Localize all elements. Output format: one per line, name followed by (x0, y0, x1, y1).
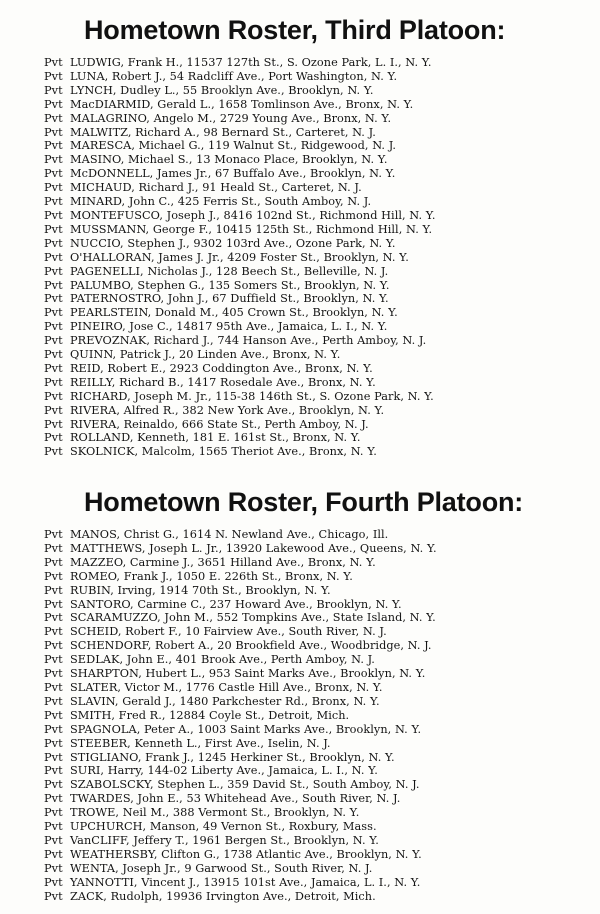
rank-label: Pvt (44, 694, 63, 708)
soldier-name-address: TROWE, Neil M., 388 Vermont St., Brooklyn, N. Y. (70, 806, 360, 820)
roster-entry (44, 556, 600, 570)
soldier-name-address: REID, Robert E., 2923 Coddington Ave., Bronx, N. Y. (70, 361, 373, 375)
rank-label: Pvt (44, 875, 63, 889)
soldier-name-address: MAZZEO, Carmine J., 3651 Hilland Ave., Bronx, N. Y. (70, 555, 376, 569)
rank-label: Pvt (44, 222, 63, 236)
roster-entry (44, 431, 600, 445)
roster-entry (44, 806, 600, 820)
soldier-name-address: SKOLNICK, Malcolm, 1565 Theriot Ave., Bronx, N. Y. (70, 445, 377, 459)
rank-label: Pvt (44, 292, 63, 306)
fourth-platoon-section (0, 482, 600, 903)
rank-label: Pvt (44, 153, 63, 167)
roster-entry (44, 348, 600, 362)
roster-entry (44, 279, 600, 293)
roster-entry (44, 709, 600, 723)
soldier-name-address: PAGENELLI, Nicholas J., 128 Beech St., Belleville, N. J. (70, 264, 389, 278)
soldier-name-address: PREVOZNAK, Richard J., 744 Hanson Ave., Perth Amboy, N. J. (70, 334, 427, 348)
soldier-name-address: ZACK, Rudolph, 19936 Irvington Ave., Detroit, Mich. (70, 889, 376, 903)
soldier-name-address: STIGLIANO, Frank J., 1245 Herkiner St., Brooklyn, N. Y. (70, 750, 395, 764)
roster-entry (44, 362, 600, 376)
roster-entry (44, 723, 600, 737)
rank-label: Pvt (44, 111, 63, 125)
soldier-name-address: LYNCH, Dudley L., 55 Brooklyn Ave., Brooklyn, N. Y. (70, 83, 374, 97)
roster-entry (44, 876, 600, 890)
rank-label: Pvt (44, 861, 63, 875)
soldier-name-address: McDONNELL, James Jr., 67 Buffalo Ave., Brooklyn, N. Y. (70, 167, 396, 181)
roster-entry (44, 862, 600, 876)
roster-entry (44, 181, 600, 195)
soldier-name-address: MONTEFUSCO, Joseph J., 8416 102nd St., Richmond Hill, N. Y. (70, 208, 436, 222)
soldier-name-address: RICHARD, Joseph M. Jr., 115-38 146th St., S. Ozone Park, N. Y. (70, 389, 434, 403)
rank-label: Pvt (44, 250, 63, 264)
soldier-name-address: SLATER, Victor M., 1776 Castle Hill Ave., Bronx, N. Y. (70, 680, 383, 694)
roster-entry (44, 653, 600, 667)
rank-label: Pvt (44, 278, 63, 292)
third-platoon-heading: Hometown Roster, Third Platoon: (84, 15, 506, 45)
soldier-name-address: VanCLIFF, Jeffery T., 1961 Bergen St., Brooklyn, N. Y. (70, 833, 379, 847)
roster-entry (44, 778, 600, 792)
soldier-name-address: SZABOLSCKY, Stephen L., 359 David St., South Amboy, N. J. (70, 778, 420, 792)
rank-label: Pvt (44, 653, 63, 667)
rank-label: Pvt (44, 778, 63, 792)
soldier-name-address: MARESCA, Michael G., 119 Walnut St., Ridgewood, N. J. (70, 139, 397, 153)
soldier-name-address: SCHENDORF, Robert A., 20 Brookfield Ave., Woodbridge, N. J. (70, 639, 432, 653)
soldier-name-address: WEATHERSBY, Clifton G., 1738 Atlantic Ave., Brooklyn, N. Y. (70, 847, 422, 861)
rank-label: Pvt (44, 820, 63, 834)
third-platoon-section (0, 10, 600, 459)
soldier-name-address: MUSSMANN, George F., 10415 125th St., Richmond Hill, N. Y. (70, 222, 433, 236)
rank-label: Pvt (44, 334, 63, 348)
roster-entry (44, 98, 600, 112)
rank-label: Pvt (44, 348, 63, 362)
rank-label: Pvt (44, 639, 63, 653)
soldier-name-address: QUINN, Patrick J., 20 Linden Ave., Bronx, N. Y. (70, 348, 341, 362)
roster-entry (44, 834, 600, 848)
rank-label: Pvt (44, 597, 63, 611)
roster-entry (44, 445, 600, 459)
rank-label: Pvt (44, 375, 63, 389)
roster-entry (44, 570, 600, 584)
rank-label: Pvt (44, 555, 63, 569)
roster-entry (44, 84, 600, 98)
roster-entry (44, 334, 600, 348)
roster-entry (44, 390, 600, 404)
rank-label: Pvt (44, 445, 63, 459)
roster-entry (44, 584, 600, 598)
soldier-name-address: SANTORO, Carmine C., 237 Howard Ave., Brooklyn, N. Y. (70, 597, 402, 611)
soldier-name-address: ROMEO, Frank J., 1050 E. 226th St., Bronx, N. Y. (70, 569, 353, 583)
roster-entry (44, 139, 600, 153)
rank-label: Pvt (44, 680, 63, 694)
rank-label: Pvt (44, 97, 63, 111)
soldier-name-address: MALAGRINO, Angelo M., 2729 Young Ave., Bronx, N. Y. (70, 111, 392, 125)
rank-label: Pvt (44, 195, 63, 209)
soldier-name-address: O'HALLORAN, James J. Jr., 4209 Foster St., Brooklyn, N. Y. (70, 250, 409, 264)
roster-entry (44, 611, 600, 625)
soldier-name-address: MASINO, Michael S., 13 Monaco Place, Brooklyn, N. Y. (70, 153, 388, 167)
soldier-name-address: MINARD, John C., 425 Ferris St., South Amboy, N. J. (70, 195, 372, 209)
rank-label: Pvt (44, 611, 63, 625)
rank-label: Pvt (44, 431, 63, 445)
soldier-name-address: TWARDES, John E., 53 Whitehead Ave., South River, N. J. (70, 792, 401, 806)
soldier-name-address: MANOS, Christ G., 1614 N. Newland Ave., Chicago, Ill. (70, 528, 389, 541)
soldier-name-address: LUDWIG, Frank H., 11537 127th St., S. Ozone Park, L. I., N. Y. (70, 56, 432, 69)
roster-entry (44, 251, 600, 265)
rank-label: Pvt (44, 847, 63, 861)
roster-entry (44, 265, 600, 279)
rank-label: Pvt (44, 236, 63, 250)
soldier-name-address: RUBIN, Irving, 1914 70th St., Brooklyn, N. Y. (70, 583, 331, 597)
roster-entry (44, 639, 600, 653)
roster-entry (44, 237, 600, 251)
roster-entry (44, 542, 600, 556)
rank-label: Pvt (44, 69, 63, 83)
soldier-name-address: MALWITZ, Richard A., 98 Bernard St., Carteret, N. J. (70, 125, 376, 139)
rank-label: Pvt (44, 361, 63, 375)
soldier-name-address: SURI, Harry, 144-02 Liberty Ave., Jamaica, L. I., N. Y. (70, 764, 378, 778)
soldier-name-address: RIVERA, Reinaldo, 666 State St., Perth Amboy, N. J. (70, 417, 369, 431)
roster-entry (44, 209, 600, 223)
roster-entry (44, 126, 600, 140)
soldier-name-address: ROLLAND, Kenneth, 181 E. 161st St., Bronx, N. Y. (70, 431, 361, 445)
soldier-name-address: SHARPTON, Hubert L., 953 Saint Marks Ave., Brooklyn, N. Y. (70, 667, 426, 681)
soldier-name-address: PINEIRO, Jose C., 14817 95th Ave., Jamaica, L. I., N. Y. (70, 320, 388, 334)
rank-label: Pvt (44, 167, 63, 181)
roster-entry (44, 418, 600, 432)
rank-label: Pvt (44, 125, 63, 139)
rank-label: Pvt (44, 181, 63, 195)
roster-entry (44, 764, 600, 778)
roster-entry (44, 792, 600, 806)
soldier-name-address: SLAVIN, Gerald J., 1480 Parkchester Rd., Bronx, N. Y. (70, 694, 380, 708)
roster-entry (44, 667, 600, 681)
fourth-platoon-heading: Hometown Roster, Fourth Platoon: (84, 487, 524, 517)
roster-entry (44, 320, 600, 334)
soldier-name-address: SEDLAK, John E., 401 Brook Ave., Perth Amboy, N. J. (70, 653, 375, 667)
roster-entry (44, 681, 600, 695)
rank-label: Pvt (44, 306, 63, 320)
soldier-name-address: STEEBER, Kenneth L., First Ave., Iselin, N. J. (70, 736, 331, 750)
roster-entry (44, 70, 600, 84)
rank-label: Pvt (44, 389, 63, 403)
roster-entry (44, 112, 600, 126)
rank-label: Pvt (44, 806, 63, 820)
rank-label: Pvt (44, 403, 63, 417)
soldier-name-address: LUNA, Robert J., 54 Radcliff Ave., Port Washington, N. Y. (70, 69, 398, 83)
soldier-name-address: YANNOTTI, Vincent J., 13915 101st Ave., Jamaica, L. I., N. Y. (70, 875, 421, 889)
soldier-name-address: WENTA, Joseph Jr., 9 Garwood St., South River, N. J. (70, 861, 373, 875)
rank-label: Pvt (44, 569, 63, 583)
roster-entry (44, 404, 600, 418)
rank-label: Pvt (44, 320, 63, 334)
roster-entry (44, 292, 600, 306)
roster-entry (44, 848, 600, 862)
roster-entry (44, 820, 600, 834)
roster-entry (44, 737, 600, 751)
roster-entry (44, 56, 600, 70)
soldier-name-address: SPAGNOLA, Peter A., 1003 Saint Marks Ave., Brooklyn, N. Y. (70, 722, 422, 736)
rank-label: Pvt (44, 528, 63, 541)
rank-label: Pvt (44, 583, 63, 597)
rank-label: Pvt (44, 208, 63, 222)
rank-label: Pvt (44, 764, 63, 778)
rank-label: Pvt (44, 736, 63, 750)
soldier-name-address: MATTHEWS, Joseph L. Jr., 13920 Lakewood Ave., Queens, N. Y. (70, 541, 437, 555)
fourth-platoon-roster (0, 528, 600, 903)
soldier-name-address: MICHAUD, Richard J., 91 Heald St., Carteret, N. J. (70, 181, 362, 195)
soldier-name-address: SCHEID, Robert F., 10 Fairview Ave., South River, N. J. (70, 625, 387, 639)
rank-label: Pvt (44, 750, 63, 764)
rank-label: Pvt (44, 541, 63, 555)
soldier-name-address: PATERNOSTRO, John J., 67 Duffield St., Brooklyn, N. Y. (70, 292, 389, 306)
roster-entry (44, 376, 600, 390)
soldier-name-address: REILLY, Richard B., 1417 Rosedale Ave., Bronx, N. Y. (70, 375, 376, 389)
rank-label: Pvt (44, 889, 63, 903)
roster-entry (44, 223, 600, 237)
roster-entry (44, 528, 600, 542)
roster-entry (44, 751, 600, 765)
roster-entry (44, 890, 600, 904)
soldier-name-address: RIVERA, Alfred R., 382 New York Ave., Brooklyn, N. Y. (70, 403, 385, 417)
soldier-name-address: SCARAMUZZO, John M., 552 Tompkins Ave., State Island, N. Y. (70, 611, 436, 625)
roster-entry (44, 153, 600, 167)
soldier-name-address: NUCCIO, Stephen J., 9302 103rd Ave., Ozone Park, N. Y. (70, 236, 396, 250)
third-platoon-roster (0, 56, 600, 459)
rank-label: Pvt (44, 667, 63, 681)
rank-label: Pvt (44, 625, 63, 639)
soldier-name-address: SMITH, Fred R., 12884 Coyle St., Detroit, Mich. (70, 708, 350, 722)
soldier-name-address: PEARLSTEIN, Donald M., 405 Crown St., Brooklyn, N. Y. (70, 306, 398, 320)
rank-label: Pvt (44, 792, 63, 806)
rank-label: Pvt (44, 83, 63, 97)
rank-label: Pvt (44, 264, 63, 278)
rank-label: Pvt (44, 708, 63, 722)
rank-label: Pvt (44, 139, 63, 153)
rank-label: Pvt (44, 56, 63, 69)
rank-label: Pvt (44, 722, 63, 736)
roster-entry (44, 167, 600, 181)
roster-entry (44, 695, 600, 709)
soldier-name-address: PALUMBO, Stephen G., 135 Somers St., Brooklyn, N. Y. (70, 278, 390, 292)
roster-entry (44, 195, 600, 209)
roster-entry (44, 625, 600, 639)
rank-label: Pvt (44, 833, 63, 847)
soldier-name-address: MacDIARMID, Gerald L., 1658 Tomlinson Ave., Bronx, N. Y. (70, 97, 414, 111)
soldier-name-address: UPCHURCH, Manson, 49 Vernon St., Roxbury, Mass. (70, 820, 377, 834)
roster-entry (44, 306, 600, 320)
roster-entry (44, 598, 600, 612)
rank-label: Pvt (44, 417, 63, 431)
